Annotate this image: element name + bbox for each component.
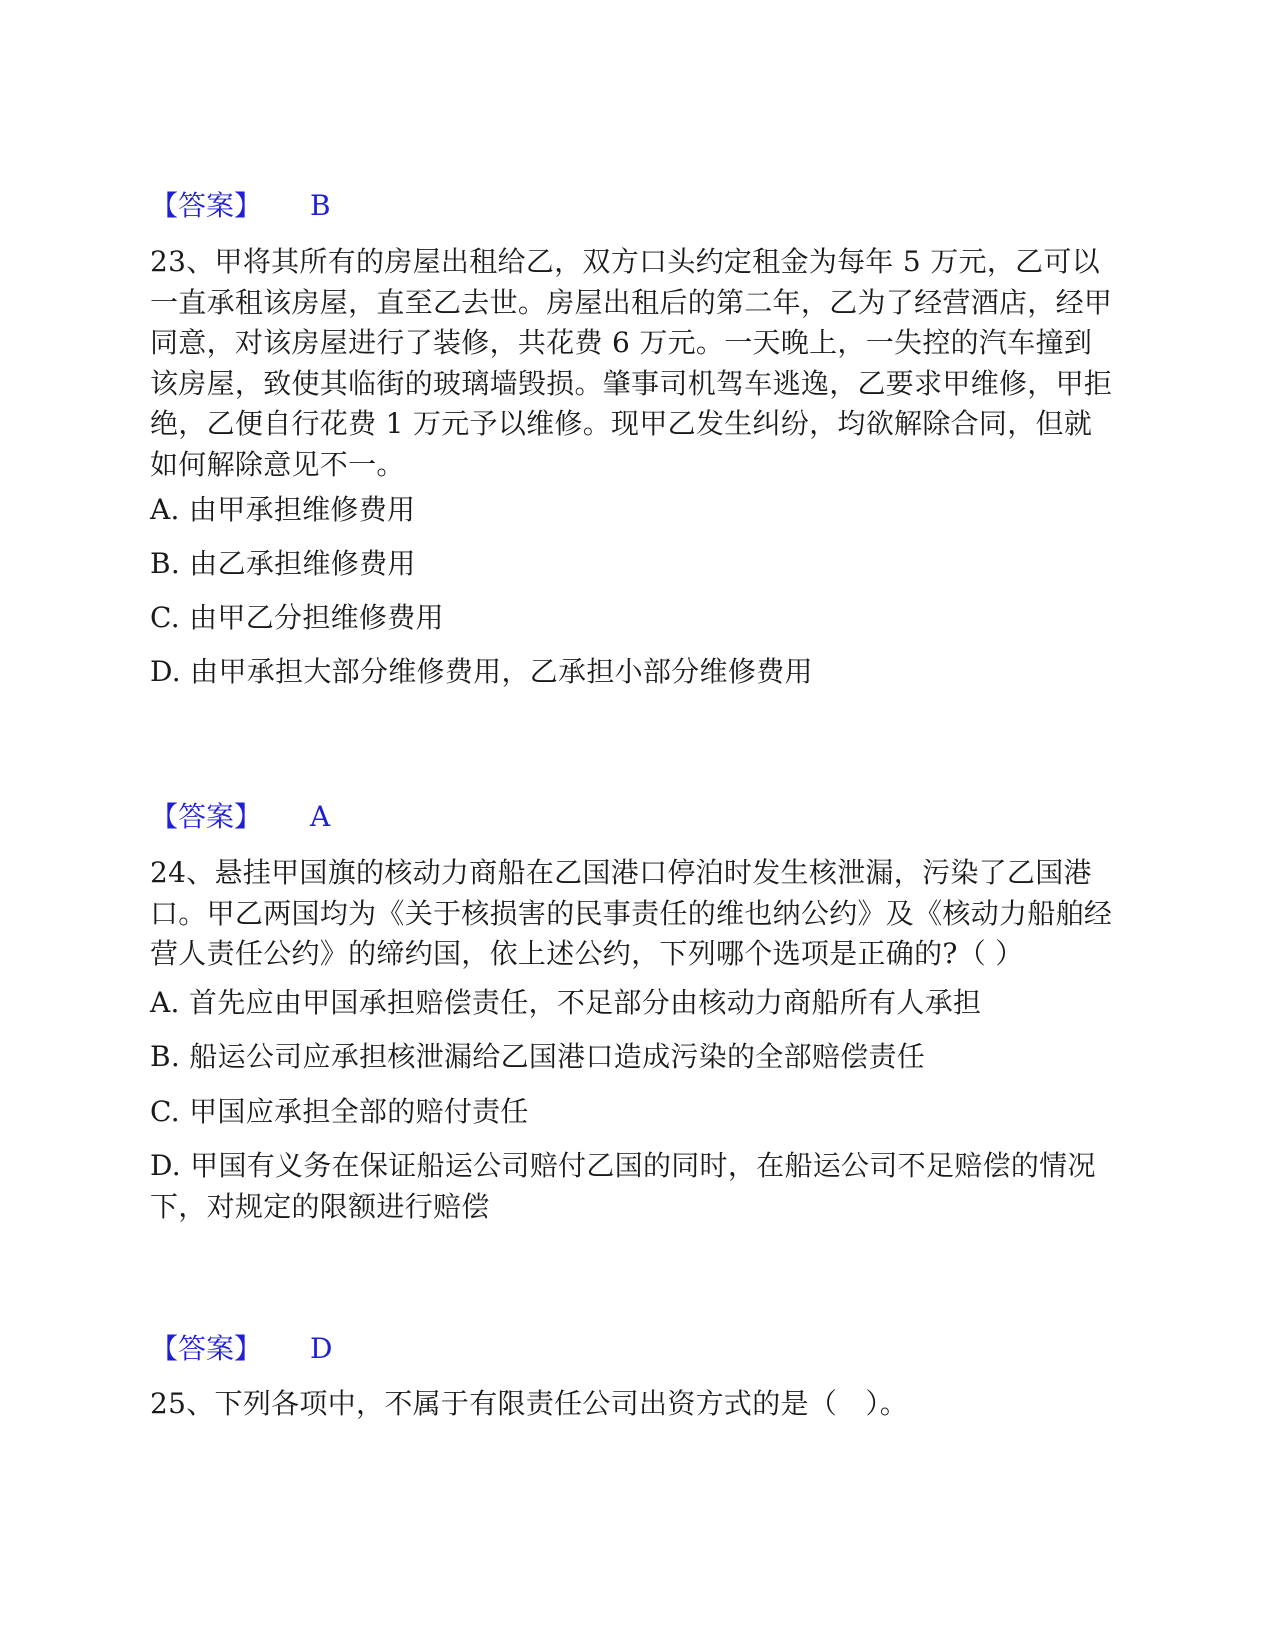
- answer-line: [150, 1331, 332, 1367]
- option-d: D. 由甲承担大部分维修费用，乙承担小部分维修费用: [150, 655, 813, 688]
- option-c: C. 由甲乙分担维修费用: [150, 601, 444, 634]
- answer-value: D: [310, 1332, 333, 1365]
- option-a: A. 首先应由甲国承担赔偿责任，不足部分由核动力商船所有人承担: [150, 986, 982, 1019]
- question-24: 24、悬挂甲国旗的核动力商船在乙国港口停泊时发生核泄漏，污染了乙国港口。甲乙两国均为《关于核损害的民事责任的维也纳公约》及《核动力船舶经营人责任公约》的缔约国，依上述公约，下列哪个选项是正确的?（ ）: [150, 856, 1113, 970]
- question-25: 25、下列各项中，不属于有限责任公司出资方式的是（ ）。: [150, 1387, 909, 1420]
- option-b: B. 船运公司应承担核泄漏给乙国港口造成污染的全部赔偿责任: [150, 1040, 926, 1073]
- answer-line: [150, 188, 331, 224]
- answer-value: A: [310, 800, 331, 833]
- answer-label: 【答案】: [150, 1332, 263, 1365]
- answer-label: 【答案】: [150, 189, 263, 222]
- option-c: C. 甲国应承担全部的赔付责任: [150, 1095, 529, 1128]
- answer-line: [150, 799, 330, 835]
- option-d: D. 甲国有义务在保证船运公司赔付乙国的同时，在船运公司不足赔偿的情况下，对规定的限额进行赔偿: [150, 1149, 1096, 1223]
- option-a: A. 由甲承担维修费用: [150, 493, 416, 526]
- option-b: B. 由乙承担维修费用: [150, 547, 416, 580]
- answer-value: B: [310, 189, 331, 222]
- answer-label: 【答案】: [150, 800, 263, 833]
- question-23: 23、甲将其所有的房屋出租给乙，双方口头约定租金为每年 5 万元，乙可以一直承租该房屋，直至乙去世。房屋出租后的第二年，乙为了经营酒店，经甲同意，对该房屋进行了装修，共花费 6 万元。一天晚上，一失控的汽车撞到该房屋，致使其临街的玻璃墙毁损。肇事司机驾车逃逸，乙要求甲维修，甲拒绝，乙便自行花费 1 万元予以维修。现甲乙发生纠纷，均欲解除合同，但就如何解除意见不一。: [150, 245, 1113, 481]
